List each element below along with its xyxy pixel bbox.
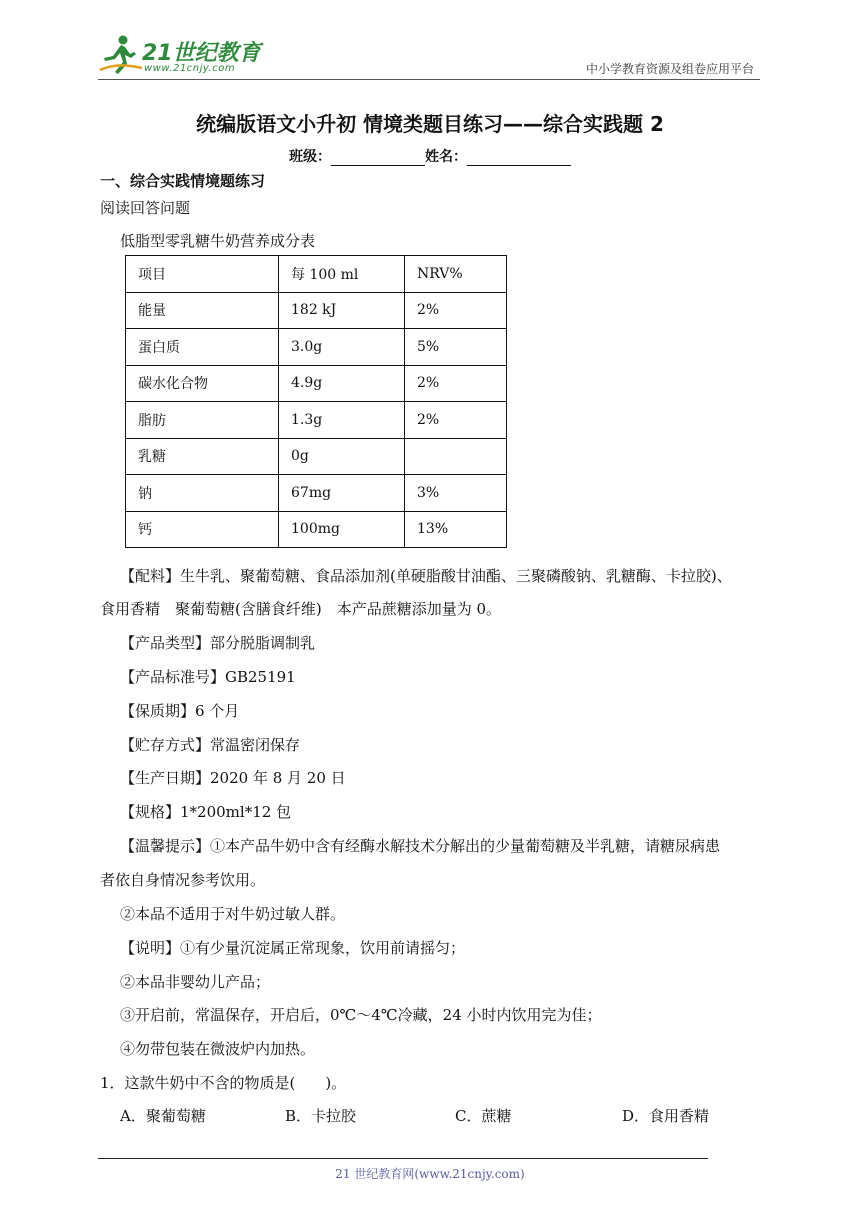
platform-name: 中小学教育资源及组卷应用平台 (585, 62, 754, 76)
page-header (98, 34, 760, 80)
table-cell: 3% (405, 475, 507, 512)
table-row (126, 292, 507, 329)
table-row (126, 365, 507, 402)
option-a[interactable]: A．聚葡萄糖 (120, 1107, 206, 1125)
class-label: 班级： (289, 149, 331, 165)
tip-line-3: ②本品不适用于对牛奶过敏人群。 (120, 905, 346, 923)
table-caption: 低脂型零乳糖牛奶营养成分表 (120, 232, 316, 250)
table-cell: 2% (405, 402, 507, 439)
table-cell: 脂肪 (126, 402, 279, 439)
table-row (126, 511, 507, 548)
logo-text: 21世纪教育 (142, 41, 261, 66)
table-row (126, 402, 507, 439)
table-cell: 1.3g (279, 402, 405, 439)
table-cell: 5% (405, 329, 507, 366)
table-cell: 3.0g (279, 329, 405, 366)
option-d[interactable]: D．食用香精 (622, 1107, 710, 1125)
production-date: 【生产日期】2020 年 8 月 20 日 (120, 769, 346, 787)
product-type: 【产品类型】部分脱脂调制乳 (120, 634, 316, 652)
table-row (126, 475, 507, 512)
table-cell: 100mg (279, 511, 405, 548)
table-cell: 2% (405, 292, 507, 329)
specification: 【规格】1*200ml*12 包 (120, 803, 292, 821)
table-cell: 2% (405, 365, 507, 402)
table-cell: 13% (405, 511, 507, 548)
option-c[interactable]: C．蔗糖 (455, 1107, 512, 1125)
table-cell: 钙 (126, 511, 279, 548)
note-line-3: ③开启前，常温保存，开启后，0℃～4℃冷藏，24 小时内饮用完为佳； (120, 1006, 602, 1024)
option-b[interactable]: B．卡拉胶 (285, 1107, 357, 1125)
name-label: 姓名： (425, 149, 467, 165)
product-standard: 【产品标准号】GB25191 (120, 668, 296, 686)
section-title: 一、综合实践情境题练习 (100, 172, 266, 190)
note-line-4: ④勿带包装在微波炉内加热。 (120, 1040, 316, 1058)
runner-logo-icon (98, 34, 144, 76)
footer-divider (98, 1158, 708, 1159)
table-cell: 能量 (126, 292, 279, 329)
table-header-row (126, 256, 507, 293)
header-divider (98, 79, 760, 80)
nutrition-table (125, 255, 507, 548)
table-cell: 182 kJ (279, 292, 405, 329)
table-cell: 67mg (279, 475, 405, 512)
tip-line-1: 【温馨提示】①本产品牛奶中含有经酶水解技术分解出的少量葡萄糖及半乳糖，请糖尿病患 (120, 837, 721, 855)
table-cell: 0g (279, 438, 405, 475)
site-logo[interactable] (98, 34, 268, 76)
tip-line-2: 者依自身情况参考饮用。 (100, 871, 266, 889)
table-cell (405, 438, 507, 475)
page-title: 统编版语文小升初 情境类题目练习——综合实践题 2 (196, 112, 664, 136)
table-cell: 钠 (126, 475, 279, 512)
note-line-1: 【说明】①有少量沉淀属正常现象，饮用前请摇匀； (120, 939, 466, 957)
table-cell: 乳糖 (126, 438, 279, 475)
table-cell: 4.9g (279, 365, 405, 402)
header-cell: NRV% (405, 256, 507, 293)
class-blank[interactable] (331, 151, 425, 166)
footer-link[interactable]: 21 世纪教育网(www.21cnjy.com) (335, 1167, 525, 1181)
ingredients-line-2: 食用香精 聚葡萄糖(含膳食纤维) 本产品蔗糖添加量为 0。 (100, 600, 502, 618)
table-row (126, 329, 507, 366)
ingredients-line-1: 【配料】生牛乳、聚葡萄糖、食品添加剂(单硬脂酸甘油酯、三聚磷酸钠、乳糖酶、卡拉胶)、 (120, 567, 732, 585)
table-cell: 蛋白质 (126, 329, 279, 366)
table-row (126, 438, 507, 475)
header-cell: 项目 (126, 256, 279, 293)
note-line-2: ②本品非婴幼儿产品； (120, 973, 271, 991)
logo-url: www.21cnjy.com (144, 63, 236, 74)
student-info-line (0, 146, 860, 166)
header-cell: 每 100 ml (279, 256, 405, 293)
question-stem: 1．这款牛奶中不含的物质是( )。 (100, 1074, 347, 1092)
name-blank[interactable] (467, 151, 571, 166)
instruction: 阅读回答问题 (100, 199, 191, 217)
shelf-life: 【保质期】6 个月 (120, 702, 240, 720)
table-cell: 碳水化合物 (126, 365, 279, 402)
storage-method: 【贮存方式】常温密闭保存 (120, 736, 301, 754)
